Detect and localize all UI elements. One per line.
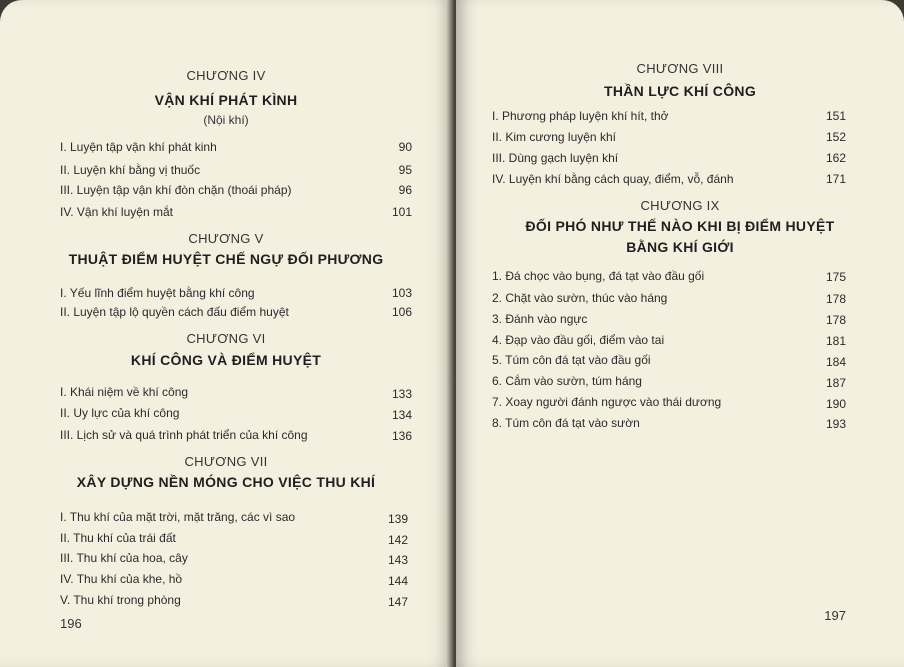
toc-entry: 5. Túm côn đá tạt vào đầu gối bbox=[492, 353, 651, 367]
toc-page-number: 136 bbox=[391, 429, 412, 443]
toc-page-number: 178 bbox=[825, 292, 846, 306]
toc-page-number: 193 bbox=[825, 417, 846, 431]
toc-page-number: 133 bbox=[391, 387, 412, 401]
toc-page-number: 152 bbox=[825, 130, 846, 144]
toc-entry: 8. Túm côn đá tạt vào sườn bbox=[492, 416, 640, 430]
toc-page-number: 103 bbox=[391, 286, 412, 300]
toc-page-number: 139 bbox=[387, 512, 408, 526]
toc-page-number: 151 bbox=[825, 109, 846, 123]
page-number-right: 197 bbox=[824, 608, 846, 623]
toc-entry: III. Thu khí của hoa, cây bbox=[60, 551, 188, 565]
toc-page-number: 95 bbox=[398, 163, 412, 177]
chapter-5-label: CHƯƠNG V bbox=[188, 231, 264, 246]
toc-entry: I. Thu khí của mặt trời, mặt trăng, các vì sao bbox=[60, 510, 296, 524]
toc-page-number: 190 bbox=[825, 397, 846, 411]
toc-page-number: 142 bbox=[387, 533, 408, 547]
chapter-4-label: CHƯƠNG IV bbox=[186, 68, 266, 83]
toc-page-number: 101 bbox=[391, 205, 412, 219]
toc-page-number: 96 bbox=[398, 183, 412, 197]
toc-page-number: 184 bbox=[825, 355, 846, 369]
toc-entry: III. Lịch sử và quá trình phát triển của khí công bbox=[60, 428, 308, 442]
toc-entry: III. Dùng gạch luyện khí bbox=[492, 151, 619, 165]
toc-page-number: 162 bbox=[825, 151, 846, 165]
toc-entry: 7. Xoay người đánh ngược vào thái dương bbox=[492, 395, 722, 409]
toc-entry: IV. Vận khí luyện mắt bbox=[60, 205, 173, 219]
chapter-7-label: CHƯƠNG VII bbox=[184, 454, 268, 469]
toc-entry: II. Kim cương luyện khí bbox=[492, 130, 616, 144]
toc-page-number: 143 bbox=[387, 553, 408, 567]
toc-entry: I. Phương pháp luyện khí hít, thở bbox=[492, 109, 669, 123]
toc-entry: II. Luyện khí bằng vị thuốc bbox=[60, 163, 201, 177]
toc-entry: I. Yếu lĩnh điểm huyệt bằng khí công bbox=[60, 286, 255, 300]
chapter-9-label: CHƯƠNG IX bbox=[640, 198, 720, 213]
toc-entry: 3. Đánh vào ngực bbox=[492, 312, 588, 326]
chapter-4-subtitle: (Nội khí) bbox=[203, 113, 249, 127]
toc-entry: II. Uy lực của khí công bbox=[60, 406, 180, 420]
toc-entry: IV. Luyện khí bằng cách quay, điểm, vỗ, đánh bbox=[492, 172, 734, 186]
chapter-8-title: THẦN LỰC KHÍ CÔNG bbox=[603, 83, 757, 99]
toc-page-number: 187 bbox=[825, 376, 846, 390]
toc-page-number: 90 bbox=[398, 140, 412, 154]
toc-page-number: 181 bbox=[825, 334, 846, 348]
toc-entry: II. Luyện tập lộ quyền cách đấu điểm huyệt bbox=[60, 305, 289, 319]
toc-entry: 2. Chặt vào sườn, thúc vào háng bbox=[492, 291, 668, 305]
toc-entry: 6. Cắm vào sườn, túm háng bbox=[492, 374, 642, 388]
toc-entry: IV. Thu khí của khe, hồ bbox=[60, 572, 183, 586]
chapter-4-title: VẬN KHÍ PHÁT KÌNH bbox=[154, 92, 298, 108]
page-number-left: 196 bbox=[60, 616, 82, 631]
chapter-8-label: CHƯƠNG VIII bbox=[636, 61, 724, 76]
toc-entry: I. Khái niệm về khí công bbox=[60, 385, 189, 399]
toc-page-number: 134 bbox=[391, 408, 412, 422]
toc-page-number: 171 bbox=[825, 172, 846, 186]
toc-page-number: 106 bbox=[391, 305, 412, 319]
toc-entry: V. Thu khí trong phòng bbox=[60, 593, 181, 607]
chapter-7-title: XÂY DỰNG NỀN MÓNG CHO VIỆC THU KHÍ bbox=[76, 474, 376, 490]
toc-page-number: 147 bbox=[387, 595, 408, 609]
chapter-5-title: THUẬT ĐIỂM HUYỆT CHẾ NGỰ ĐỐI PHƯƠNG bbox=[68, 251, 384, 267]
toc-entry: I. Luyện tập vận khí phát kinh bbox=[60, 140, 217, 154]
toc-page-number: 175 bbox=[825, 270, 846, 284]
right-page bbox=[456, 0, 904, 667]
chapter-9-title-cont: BẰNG KHÍ GIỚI bbox=[626, 239, 734, 255]
toc-entry: 1. Đá chọc vào bụng, đá tạt vào đầu gối bbox=[492, 269, 705, 283]
chapter-9-title: ĐỐI PHÓ NHƯ THẾ NÀO KHI BỊ ĐIỂM HUYỆT bbox=[525, 218, 835, 234]
toc-entry: III. Luyện tập vận khí đòn chặn (thoái pháp) bbox=[60, 183, 292, 197]
toc-page-number: 178 bbox=[825, 313, 846, 327]
chapter-6-title: KHÍ CÔNG VÀ ĐIỂM HUYỆT bbox=[130, 352, 322, 368]
chapter-6-label: CHƯƠNG VI bbox=[186, 331, 266, 346]
toc-entry: II. Thu khí của trái đất bbox=[60, 531, 176, 545]
toc-page-number: 144 bbox=[387, 574, 408, 588]
toc-entry: 4. Đạp vào đầu gối, điểm vào tai bbox=[492, 333, 665, 347]
